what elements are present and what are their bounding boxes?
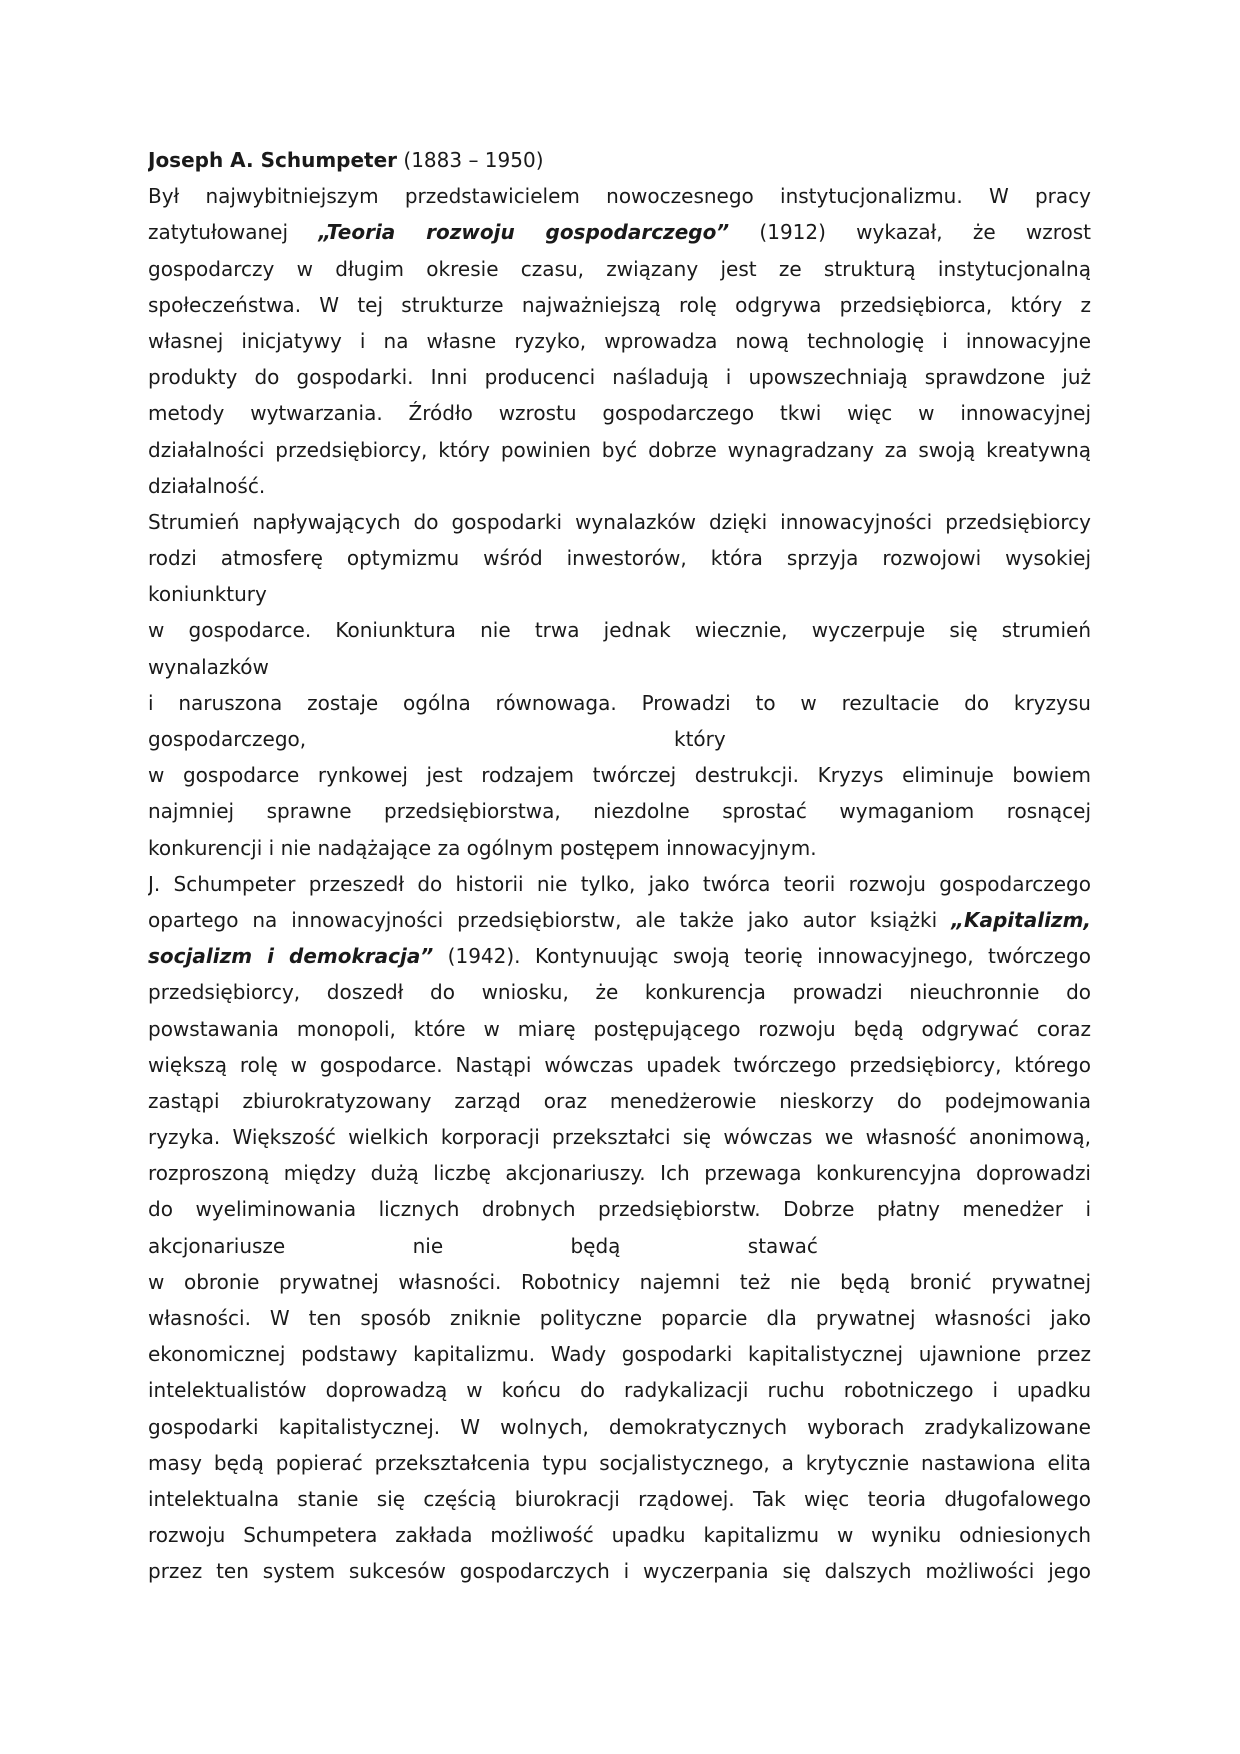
paragraph-line: przez ten system sukcesów gospodarczych i wyczerpania się dalszych możliwości jego bbox=[148, 1559, 1091, 1584]
paragraph-line: powstawania monopoli, które w miarę postępującego rozwoju będą odgrywać coraz bbox=[148, 1016, 1091, 1041]
book-title: „Teoria rozwoju gospodarczego” bbox=[318, 220, 730, 245]
paragraph-line: gospodarki kapitalistycznej. W wolnych, demokratycznych wyborach zradykalizowane bbox=[148, 1414, 1091, 1439]
paragraph-line: intelektualna stanie się częścią biurokracji rządowej. Tak więc teoria długofalowego bbox=[148, 1486, 1091, 1511]
paragraph-line: ekonomicznej podstawy kapitalizmu. Wady gospodarki kapitalistycznej ujawnione przez bbox=[148, 1342, 1091, 1367]
paragraph-line: konkurencji i nie nadążające za ogólnym postępem innowacyjnym. bbox=[148, 835, 817, 860]
paragraph-line: Był najwybitniejszym przedstawicielem nowoczesnego instytucjonalizmu. W pracy bbox=[148, 184, 1091, 209]
paragraph-line: zatytułowanej „Teoria rozwoju gospodarczego” (1912) wykazał, że wzrost bbox=[148, 220, 1091, 245]
paragraph-line: rozwoju Schumpetera zakłada możliwość upadku kapitalizmu w wyniku odniesionych bbox=[148, 1523, 1091, 1548]
paragraph-line: ryzyka. Większość wielkich korporacji przekształci się wówczas we własność anonimową, bbox=[148, 1125, 1091, 1150]
book-title: „Kapitalizm, bbox=[951, 907, 1091, 932]
paragraph-line: J. Schumpeter przeszedł do historii nie tylko, jako twórca teorii rozwoju gospodarczego bbox=[148, 871, 1091, 896]
paragraph-line: społeczeństwa. W tej strukturze najważniejszą rolę odgrywa przedsiębiorca, który z bbox=[148, 292, 1091, 317]
author-name: Joseph A. Schumpeter bbox=[148, 148, 398, 172]
paragraph-line: i naruszona zostaje ogólna równowaga. Prowadzi to w rezultacie do kryzysu bbox=[148, 690, 1091, 715]
paragraph-line: rodzi atmosferę optymizmu wśród inwestorów, która sprzyja rozwojowi wysokiej bbox=[148, 546, 1091, 571]
document-body bbox=[148, 142, 1091, 1590]
paragraph-line: akcjonariusze nie będą stawać bbox=[148, 1233, 818, 1258]
paragraph-line: rozproszoną między dużą liczbę akcjonariuszy. Ich przewaga konkurencyjna doprowadzi bbox=[148, 1161, 1091, 1186]
paragraph-line: w gospodarce rynkowej jest rodzajem twórczej destrukcji. Kryzys eliminuje bowiem bbox=[148, 763, 1091, 788]
heading-line bbox=[148, 142, 1091, 178]
paragraph-line: gospodarczy w długim okresie czasu, związany jest ze strukturą instytucjonalną bbox=[148, 256, 1091, 281]
author-years: (1883 – 1950) bbox=[403, 148, 544, 172]
paragraph-line: metody wytwarzania. Źródło wzrostu gospodarczego tkwi więc w innowacyjnej bbox=[148, 401, 1091, 426]
paragraph-line: w gospodarce. Koniunktura nie trwa jednak wiecznie, wyczerpuje się strumień bbox=[148, 618, 1091, 643]
book-title: socjalizm i demokracja” bbox=[148, 944, 434, 969]
paragraph-line: koniunktury bbox=[148, 582, 267, 607]
paragraph-line: socjalizm i demokracja” (1942). Kontynuując swoją teorię innowacyjnego, twórczego bbox=[148, 944, 1091, 969]
paragraph-line: produkty do gospodarki. Inni producenci naśladują i upowszechniają sprawdzone już bbox=[148, 365, 1091, 390]
paragraph-line: działalności przedsiębiorcy, który powinien być dobrze wynagradzany za swoją kreatywną bbox=[148, 437, 1091, 462]
paragraph-line: działalność. bbox=[148, 473, 266, 498]
paragraph-line: przedsiębiorcy, doszedł do wniosku, że konkurencja prowadzi nieuchronnie do bbox=[148, 980, 1091, 1005]
paragraph-line: do wyeliminowania licznych drobnych przedsiębiorstw. Dobrze płatny menedżer i bbox=[148, 1197, 1091, 1222]
paragraph-line: najmniej sprawne przedsiębiorstwa, niezdolne sprostać wymaganiom rosnącej bbox=[148, 799, 1091, 824]
paragraph-line: intelektualistów doprowadzą w końcu do radykalizacji ruchu robotniczego i upadku bbox=[148, 1378, 1091, 1403]
paragraph-line: masy będą popierać przekształcenia typu socjalistycznego, a krytycznie nastawiona elita bbox=[148, 1450, 1091, 1475]
paragraph-line: większą rolę w gospodarce. Nastąpi wówczas upadek twórczego przedsiębiorcy, którego bbox=[148, 1052, 1091, 1077]
paragraph-line: zastąpi zbiurokratyzowany zarząd oraz menedżerowie nieskorzy do podejmowania bbox=[148, 1088, 1091, 1113]
paragraph-line: własności. W ten sposób zniknie polityczne poparcie dla prywatnej własności jako bbox=[148, 1306, 1091, 1330]
paragraph-line: Strumień napływających do gospodarki wynalazków dzięki innowacyjności przedsiębiorcy bbox=[148, 509, 1091, 534]
paragraph-line: w obronie prywatnej własności. Robotnicy najemni też nie będą bronić prywatnej bbox=[148, 1269, 1091, 1294]
paragraph-line: własnej inicjatywy i na własne ryzyko, wprowadza nową technologię i innowacyjne bbox=[148, 328, 1091, 353]
paragraph-line: wynalazków bbox=[148, 654, 269, 679]
paragraph-line: gospodarczego, który bbox=[148, 727, 726, 751]
paragraph-line: opartego na innowacyjności przedsiębiorstw, ale także jako autor książki „Kapitalizm, bbox=[148, 907, 1091, 932]
